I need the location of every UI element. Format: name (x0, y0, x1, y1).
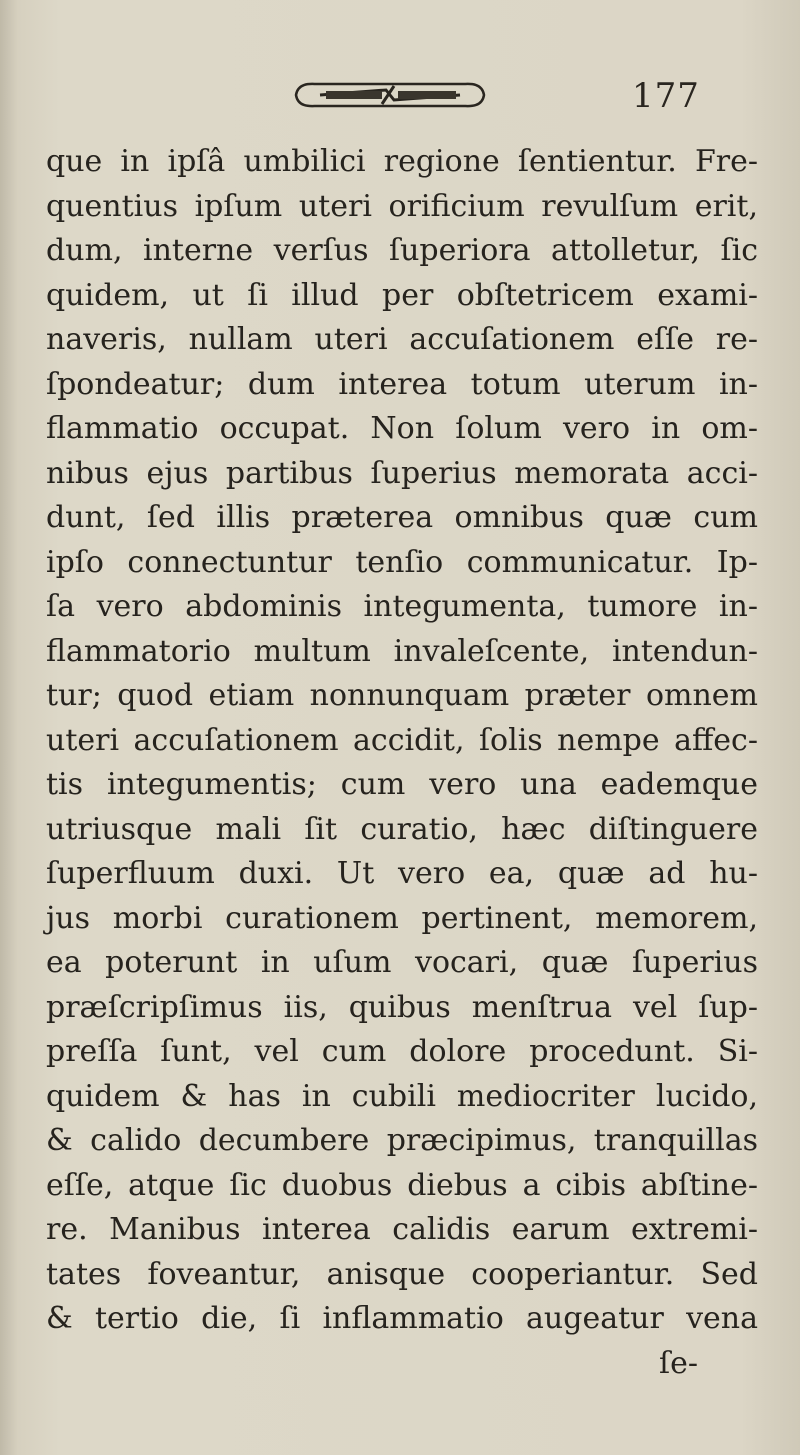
text-line: utriusque mali ſit curatio, hæc diſtinguere (46, 811, 758, 847)
text-line: ipſo connectuntur tenſio communicatur. Ip- (46, 544, 758, 580)
text-line: re. Manibus interea calidis earum extremi- (46, 1212, 758, 1247)
text-line: jus morbi curationem pertinent, memorem, (46, 900, 758, 936)
text-line: quentius ipſum uteri orificium revulſum erit, (46, 188, 758, 224)
printer-ornament-icon (290, 78, 490, 112)
text-line: dum, interne verſus ſuperiora attolletur, ſic (46, 233, 758, 268)
text-line: ſuperfluum duxi. Ut vero ea, quæ ad hu- (46, 856, 758, 891)
text-line: quidem, ut ſi illud per obſtetricem exami- (46, 277, 758, 313)
text-line: præſcripſimus iis, quibus menſtrua vel ſup- (46, 989, 758, 1025)
text-line: nibus ejus partibus ſuperius memorata acci- (46, 455, 758, 491)
text-line: eſſe, atque ſic duobus diebus a cibis abſtine- (46, 1167, 758, 1203)
page-header (0, 70, 800, 130)
text-line: tis integumentis; cum vero una eademque (46, 767, 758, 802)
text-line: naveris, nullam uteri accuſationem eſſe re- (46, 322, 758, 357)
text-line: uteri accuſationem accidit, ſolis nempe affec- (46, 722, 758, 758)
text-line: & calido decumbere præcipimus, tranquillas (46, 1123, 758, 1158)
catchword: ſe- (659, 1345, 698, 1381)
text-line: ſpondeatur; dum interea totum uterum in- (46, 366, 758, 402)
text-line: quidem & has in cubili mediocriter lucido, (46, 1078, 758, 1114)
text-line: tur; quod etiam nonnunquam præter omnem (46, 678, 758, 713)
text-line: dunt, ſed illis præterea omnibus quæ cum (46, 500, 758, 535)
text-line: tates foveantur, anisque cooperiantur. Sed (46, 1256, 758, 1292)
body-text (46, 140, 758, 1386)
text-line: flammatorio multum invaleſcente, intendun- (46, 633, 758, 669)
text-line: ſa vero abdominis integumenta, tumore in- (46, 589, 758, 624)
page-number: 177 (632, 76, 700, 116)
text-line: & tertio die, ſi inflammatio augeatur vena (46, 1301, 758, 1336)
text-line: preſſa ſunt, vel cum dolore procedunt. Si- (46, 1034, 758, 1069)
text-line: flammatio occupat. Non ſolum vero in om- (46, 411, 758, 446)
text-line: ea poterunt in uſum vocari, quæ ſuperius (46, 945, 758, 980)
text-line: que in ipſâ umbilici regione ſentientur. Fre- (46, 144, 758, 179)
